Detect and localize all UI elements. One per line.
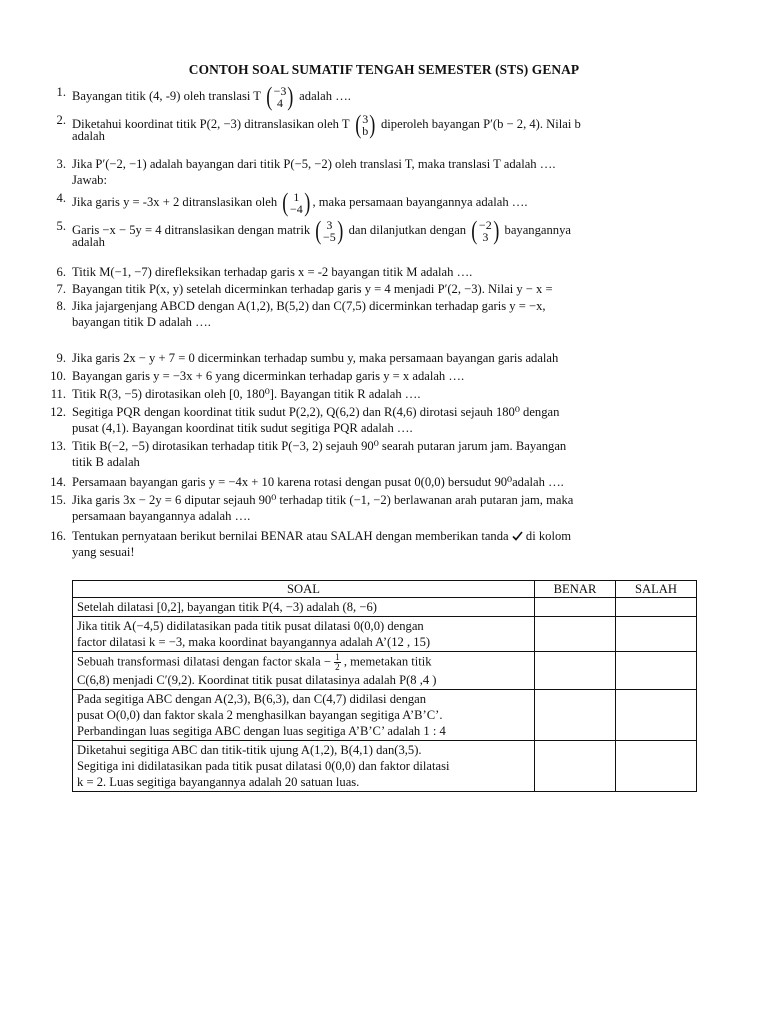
question-text (72, 298, 702, 330)
question-text (72, 438, 702, 470)
question-line: bayangan titik D adalah …. (72, 315, 211, 329)
table-row (73, 690, 697, 741)
statement-line: Diketahui segitiga ABC dan titik-titik ujung A(1,2), B(4,1) dan(3,5). (77, 743, 422, 757)
table-row (73, 741, 697, 792)
question-text (72, 404, 702, 436)
salah-answer-cell[interactable] (616, 741, 697, 792)
statement-cell (73, 617, 535, 652)
question-line: Segitiga PQR dengan koordinat titik sudut P(2,2), Q(6,2) dan R(4,6) dirotasi sejauh 180⁰ dengan (72, 405, 560, 419)
table-row (73, 652, 697, 690)
question-number: 3. (56, 157, 66, 171)
benar-answer-cell[interactable] (535, 598, 616, 617)
question-number: 9. (56, 351, 66, 365)
salah-answer-cell[interactable] (616, 690, 697, 741)
benar-answer-cell[interactable] (535, 741, 616, 792)
question-line: Persamaan bayangan garis y = −4x + 10 karena rotasi dengan pusat 0(0,0) bersudut 90⁰adalah …. (72, 475, 564, 489)
question-number: 14. (50, 475, 66, 489)
question-line: pusat (4,1). Bayangan koordinat titik sudut segitiga PQR adalah …. (72, 421, 413, 435)
question-text (72, 82, 702, 111)
question-line: Titik M(−1, −7) direfleksikan terhadap garis x = -2 bayangan titik M adalah …. (72, 265, 473, 279)
question-line: Jika garis 2x − y + 7 = 0 dicerminkan terhadap sumbu y, maka persamaan bayangan garis adalah (72, 351, 559, 365)
statement-line: Sebuah transformasi dilatasi dengan factor skala − $\frac{1}{2}$ , memetakan titik (77, 652, 432, 672)
check-icon (512, 531, 523, 541)
question-text (72, 156, 702, 188)
question-number: 7. (56, 282, 66, 296)
question-line: adalah (72, 235, 105, 249)
question-number: 11. (50, 387, 66, 401)
column-vector: ( −3 4 ) (266, 82, 294, 111)
question-number: 16. (50, 529, 66, 543)
benar-answer-cell[interactable] (535, 690, 616, 741)
question-line: Jika jajargenjang ABCD dengan A(1,2), B(5,2) dan C(7,5) dicerminkan terhadap garis y = −x, (72, 299, 546, 313)
question-line: persamaan bayangannya adalah …. (72, 509, 251, 523)
salah-answer-cell[interactable] (616, 598, 697, 617)
benar-answer-cell[interactable] (535, 617, 616, 652)
statement-line: Pada segitiga ABC dengan A(2,3), B(6,3), dan C(4,7) didilasi dengan (77, 692, 427, 706)
question-line: Bayangan garis y = −3x + 6 yang dicerminkan terhadap garis y = x adalah …. (72, 369, 465, 383)
question-line: Bayangan titik (4, -9) oleh translasi T ( −3 4 ) adalah …. (72, 82, 351, 111)
statement-cell (73, 652, 535, 690)
question-text (72, 474, 702, 490)
question-line: adalah (72, 129, 105, 143)
table-row (73, 598, 697, 617)
question-number: 5. (56, 219, 66, 233)
question-text (72, 281, 702, 297)
statement-line: Perbandingan luas segitiga ABC dengan luas segitiga A’B’C’ adalah 1 : 4 (77, 724, 446, 738)
question-number: 4. (56, 191, 66, 205)
page-title: CONTOH SOAL SUMATIF TENGAH SEMESTER (STS) GENAP (188, 62, 580, 77)
true-false-table (72, 580, 697, 792)
question-number: 12. (50, 405, 66, 419)
question-line: Titik B(−2, −5) dirotasikan terhadap titik P(−3, 2) sejauh 90⁰ searah putaran jarum jam. Bayangan (72, 439, 567, 453)
question-number: 8. (56, 299, 66, 313)
question-line: Titik R(3, −5) dirotasikan oleh [0, 180⁰]. Bayangan titik R adalah …. (72, 387, 421, 401)
question-line: Diketahui koordinat titik P(2, −3) ditranslasikan oleh T ( 3 b ) diperoleh bayangan P′(b − 2, 4). Nilai b (72, 110, 581, 139)
question-text (72, 492, 702, 524)
benar-answer-cell[interactable] (535, 652, 616, 690)
question-number: 10. (50, 369, 66, 383)
fraction: $\frac{1}{2}$ (335, 652, 340, 672)
header-salah: SALAH (616, 581, 697, 598)
question-text (72, 368, 702, 384)
statement-line: Jika titik A(−4,5) didilatasikan pada titik pusat dilatasi 0(0,0) dengan (77, 619, 424, 633)
column-vector: ( 1 −4 ) (282, 188, 311, 217)
question-text (72, 350, 702, 366)
column-vector: ( 3 b ) (354, 110, 376, 139)
question-text (72, 528, 702, 560)
statement-cell (73, 598, 535, 617)
table-row (73, 617, 697, 652)
header-soal: SOAL (73, 581, 535, 598)
header-benar: BENAR (535, 581, 616, 598)
statement-line: k = 2. Luas segitiga bayangannya adalah 20 satuan luas. (77, 775, 360, 789)
question-number: 1. (56, 85, 66, 99)
column-vector: ( −2 3 ) (471, 216, 500, 245)
question-number: 13. (50, 439, 66, 453)
question-line: Garis −x − 5y = 4 ditranslasikan dengan matrik ( 3 −5 ) dan dilanjutkan dengan ( −2 3 ) bayangannya (72, 216, 571, 245)
question-line: Tentukan pernyataan berikut bernilai BENAR atau SALAH dengan memberikan tanda di kolom (72, 529, 572, 543)
statement-line: Segitiga ini didilatasikan pada titik pusat dilatasi 0(0,0) dan faktor dilatasi (77, 759, 450, 773)
salah-answer-cell[interactable] (616, 617, 697, 652)
question-text (72, 386, 702, 402)
statement-line: pusat O(0,0) dan faktor skala 2 menghasilkan bayangan segitiga A’B’C’. (77, 708, 443, 722)
question-text (72, 112, 702, 144)
statement-cell (73, 741, 535, 792)
statement-line: C(6,8) menjadi C′(9,2). Koordinat titik pusat dilatasinya adalah P(8 ,4 ) (77, 673, 437, 687)
question-number: 6. (56, 265, 66, 279)
statement-line: factor dilatasi k = −3, maka koordinat bayangannya adalah A’(12 , 15) (77, 635, 431, 649)
statement-cell (73, 690, 535, 741)
question-line: Jawab: (72, 173, 107, 187)
question-line: Jika P′(−2, −1) adalah bayangan dari titik P(−5, −2) oleh translasi T, maka translasi T adalah …. (72, 157, 556, 171)
question-number: 15. (50, 493, 66, 507)
question-number: 2. (56, 113, 66, 127)
question-line: titik B adalah (72, 455, 140, 469)
salah-answer-cell[interactable] (616, 652, 697, 690)
question-line: Bayangan titik P(x, y) setelah dicerminkan terhadap garis y = 4 menjadi P′(2, −3). Nilai y − x = (72, 282, 553, 296)
question-line: Jika garis y = -3x + 2 ditranslasikan oleh ( 1 −4 ) , maka persamaan bayangannya adalah …. (72, 188, 528, 217)
question-text (72, 264, 702, 280)
statement-line: Setelah dilatasi [0,2], bayangan titik P(4, −3) adalah (8, −6) (77, 600, 377, 614)
table-header-row (73, 581, 697, 598)
column-vector: ( 3 −5 ) (315, 216, 344, 245)
question-line: yang sesuai! (72, 545, 135, 559)
question-text (72, 188, 702, 217)
question-line: Jika garis 3x − 2y = 6 diputar sejauh 90⁰ terhadap titik (−1, −2) berlawanan arah putaran jam, maka (72, 493, 574, 507)
question-text (72, 218, 702, 250)
